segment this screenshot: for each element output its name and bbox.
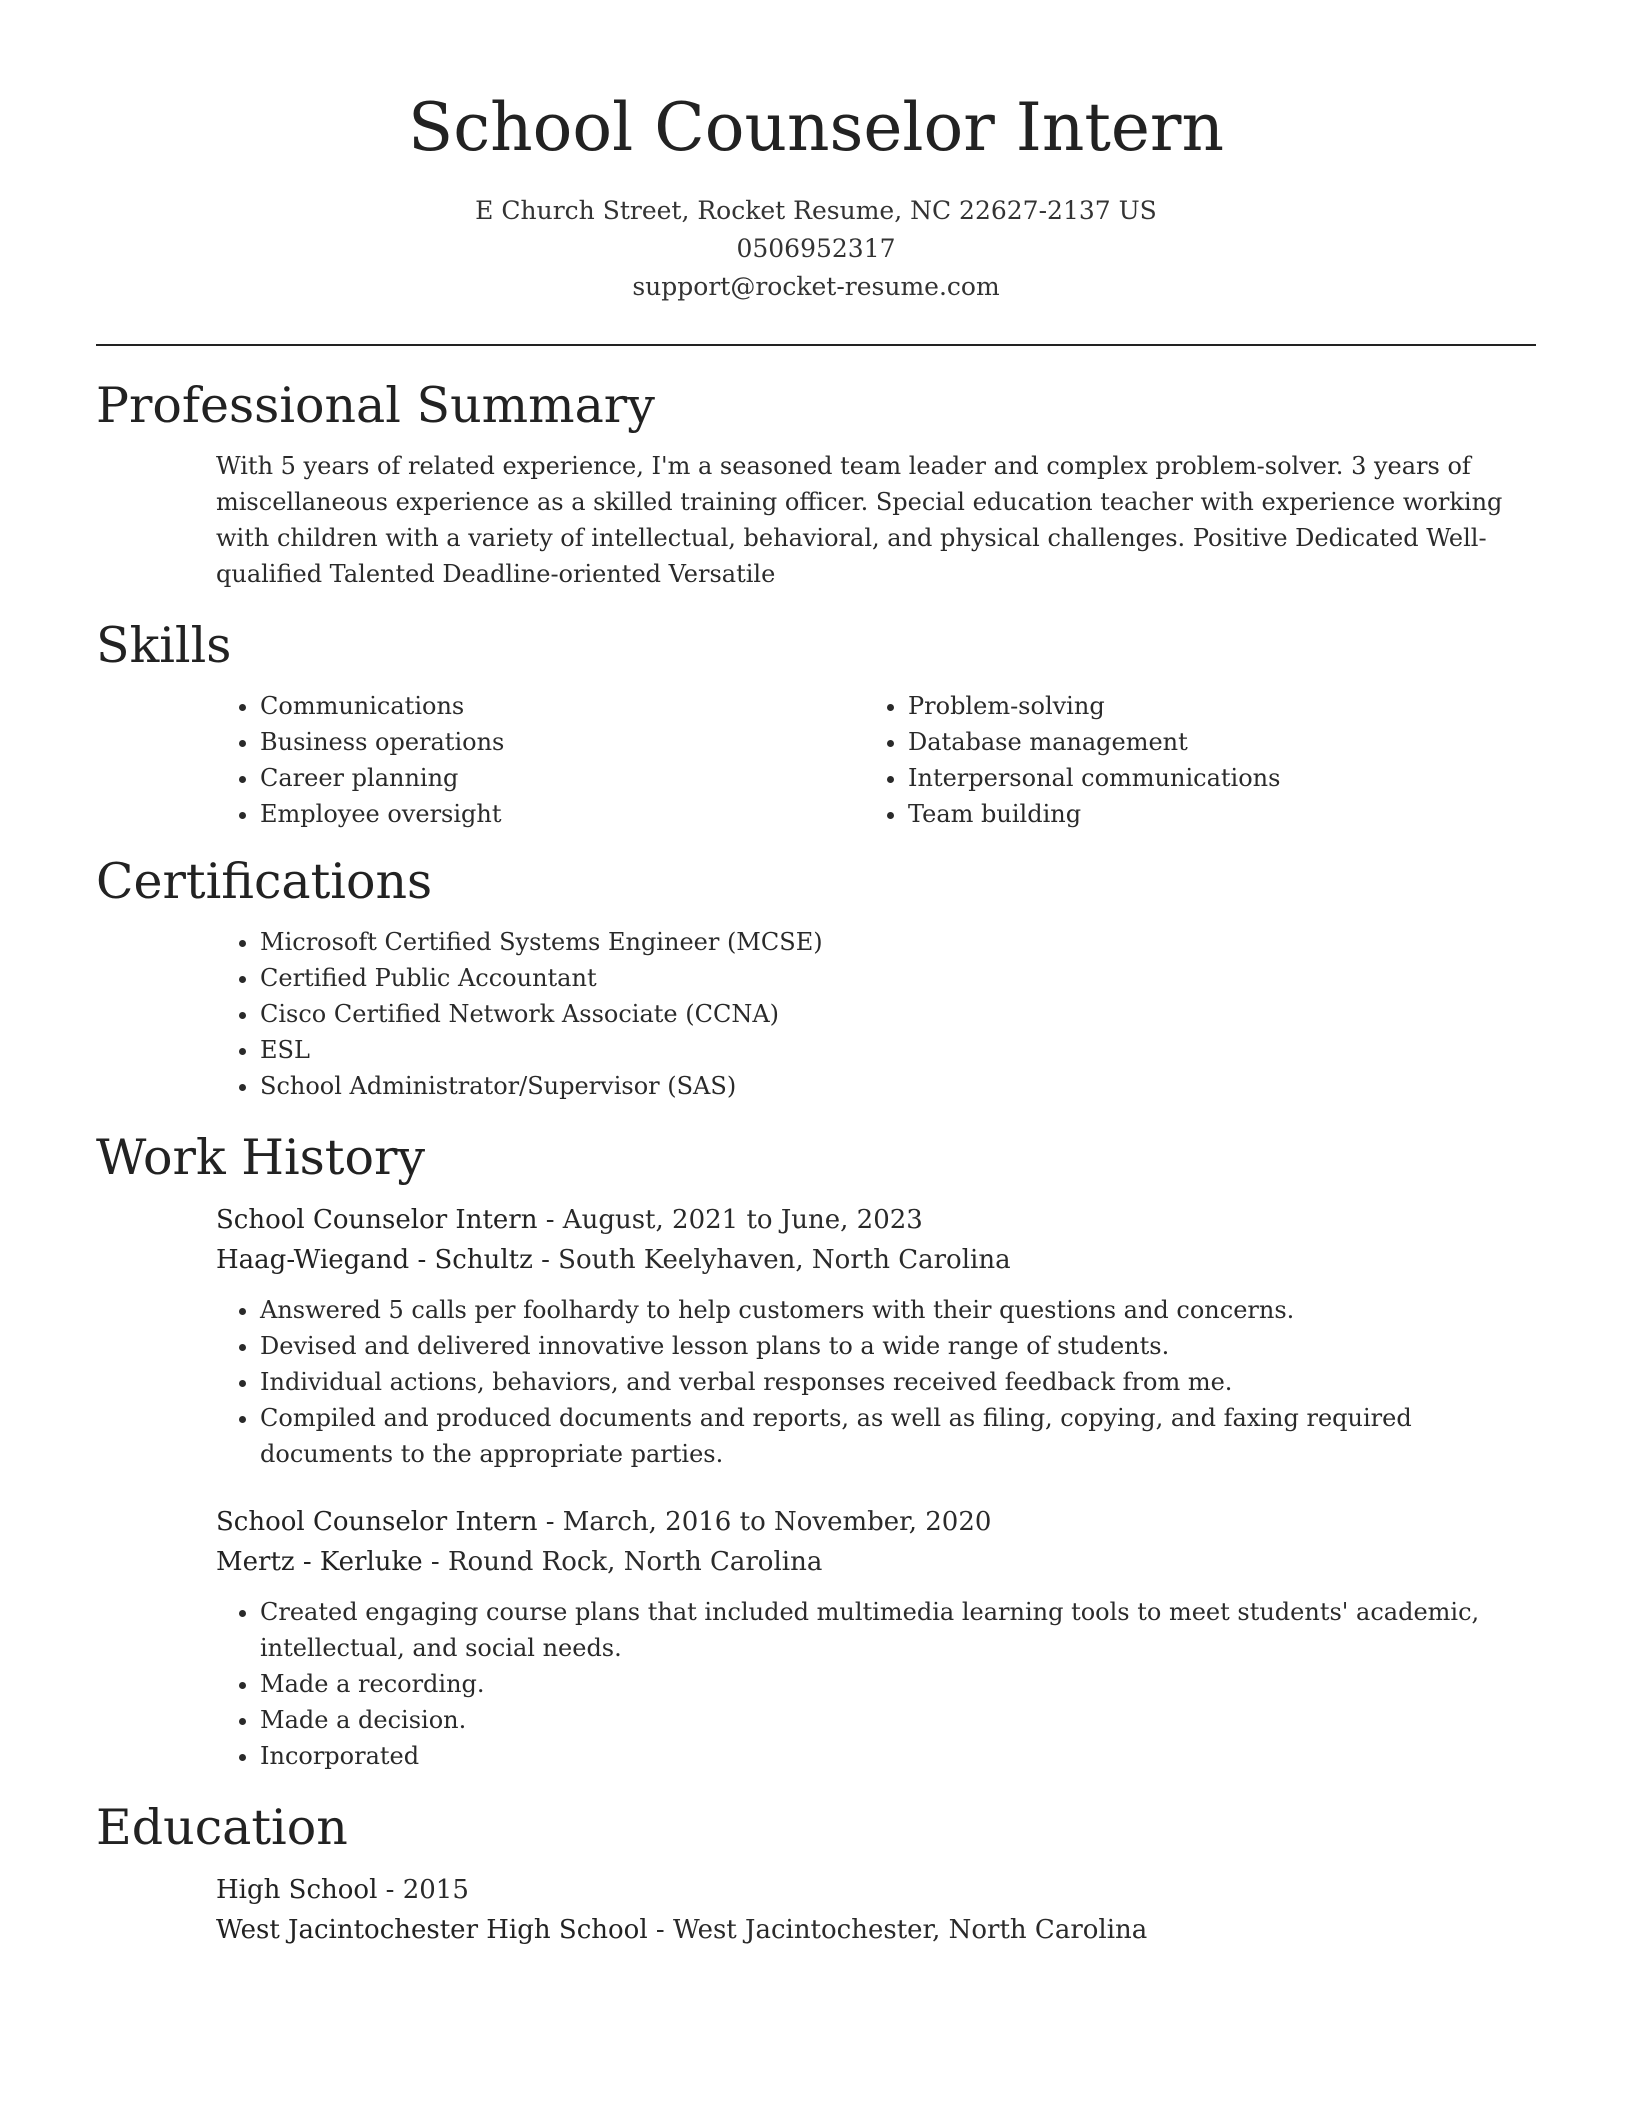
education-entry — [96, 1870, 1536, 1950]
skill-item: • Employee oversight — [260, 796, 864, 832]
education-location: West Jacintochester, North Carolina — [672, 1915, 1148, 1945]
education-heading: Education — [96, 1799, 348, 1856]
summary-heading: Professional Summary — [96, 377, 655, 434]
job-bullet: • Devised and delivered innovative lesson plans to a wide range of students. — [260, 1328, 1536, 1364]
job-bullets — [216, 1292, 1536, 1472]
certification-item: • Cisco Certified Network Associate (CCNA) — [260, 996, 1536, 1032]
education-school-line — [216, 1910, 1536, 1950]
certification-item: • Certified Public Accountant — [260, 960, 1536, 996]
education-year: 2015 — [402, 1875, 469, 1905]
separator: - — [422, 1547, 448, 1577]
certifications-list — [96, 924, 1536, 1104]
separator: - — [647, 1915, 673, 1945]
separator: - — [537, 1205, 563, 1235]
job-title-line — [216, 1200, 1536, 1240]
certifications-heading: Certifications — [96, 853, 433, 910]
job-company: Mertz - Kerluke — [216, 1547, 423, 1577]
job-dates: August, 2021 to June, 2023 — [562, 1205, 923, 1235]
skills-heading: Skills — [96, 617, 232, 674]
separator: - — [532, 1245, 559, 1275]
contact-info — [96, 192, 1536, 306]
job-location: South Keelyhaven, North Carolina — [558, 1245, 1011, 1275]
job-company: Haag-Wiegand - Schultz — [216, 1245, 533, 1275]
job-company-line — [216, 1542, 1536, 1582]
work-history-heading: Work History — [96, 1129, 426, 1186]
skill-item: • Problem-solving — [908, 688, 1512, 724]
resume-header — [96, 0, 1536, 306]
job-dates: March, 2016 to November, 2020 — [562, 1507, 992, 1537]
phone: 0506952317 — [736, 234, 896, 263]
job-entry — [96, 1200, 1536, 1472]
summary-text: With 5 years of related experience, I'm a seasoned team leader and complex problem-solver. 3 years of miscellaneous experience as a skilled training officer. Special education teacher with experience working with children with a variety of intellectual, behavioral, and physical challenges. Positive Dedicated Well-qualified Talented Deadline-oriented Versatile — [216, 452, 1503, 588]
job-bullet: • Incorporated — [260, 1738, 1536, 1774]
job-bullet: • Individual actions, behaviors, and verbal responses received feedback from me. — [260, 1364, 1536, 1400]
certification-item: • School Administrator/Supervisor (SAS) — [260, 1068, 1536, 1104]
job-bullets — [216, 1594, 1536, 1774]
job-location: Round Rock, North Carolina — [447, 1547, 823, 1577]
certification-item: • Microsoft Certified Systems Engineer (MCSE) — [260, 924, 1536, 960]
education-degree: High School — [216, 1875, 378, 1905]
job-bullet: • Compiled and produced documents and reports, as well as filing, copying, and faxing required documents to the appropriate parties. — [260, 1400, 1536, 1472]
address: E Church Street, Rocket Resume, NC 22627-2137 US — [475, 196, 1157, 225]
header-divider — [96, 344, 1536, 346]
skill-item: • Team building — [908, 796, 1512, 832]
job-bullet: • Created engaging course plans that included multimedia learning tools to meet students' academic, intellectual, and social needs. — [260, 1594, 1536, 1666]
separator: - — [537, 1507, 563, 1537]
education-school: West Jacintochester High School — [216, 1915, 648, 1945]
skill-item: • Interpersonal communications — [908, 760, 1512, 796]
skills-list — [96, 688, 1536, 832]
certification-item: • ESL — [260, 1032, 1536, 1068]
job-role: School Counselor Intern — [216, 1205, 538, 1235]
skill-item: • Communications — [260, 688, 864, 724]
job-role: School Counselor Intern — [216, 1507, 538, 1537]
job-bullet: • Made a decision. — [260, 1702, 1536, 1738]
job-title-line — [216, 1502, 1536, 1542]
skill-item: • Database management — [908, 724, 1512, 760]
skill-item: • Business operations — [260, 724, 864, 760]
separator: - — [377, 1875, 403, 1905]
skills-column-right — [864, 688, 1512, 832]
education-degree-line — [216, 1870, 1536, 1910]
job-bullet: • Answered 5 calls per foolhardy to help customers with their questions and concerns. — [260, 1292, 1536, 1328]
job-company-line — [216, 1240, 1536, 1280]
skill-item: • Career planning — [260, 760, 864, 796]
job-entry — [96, 1502, 1536, 1774]
candidate-name: School Counselor Intern — [407, 89, 1224, 166]
job-bullet: • Made a recording. — [260, 1666, 1536, 1702]
email: support@rocket-resume.com — [632, 272, 1000, 301]
skills-column-left — [216, 688, 864, 832]
